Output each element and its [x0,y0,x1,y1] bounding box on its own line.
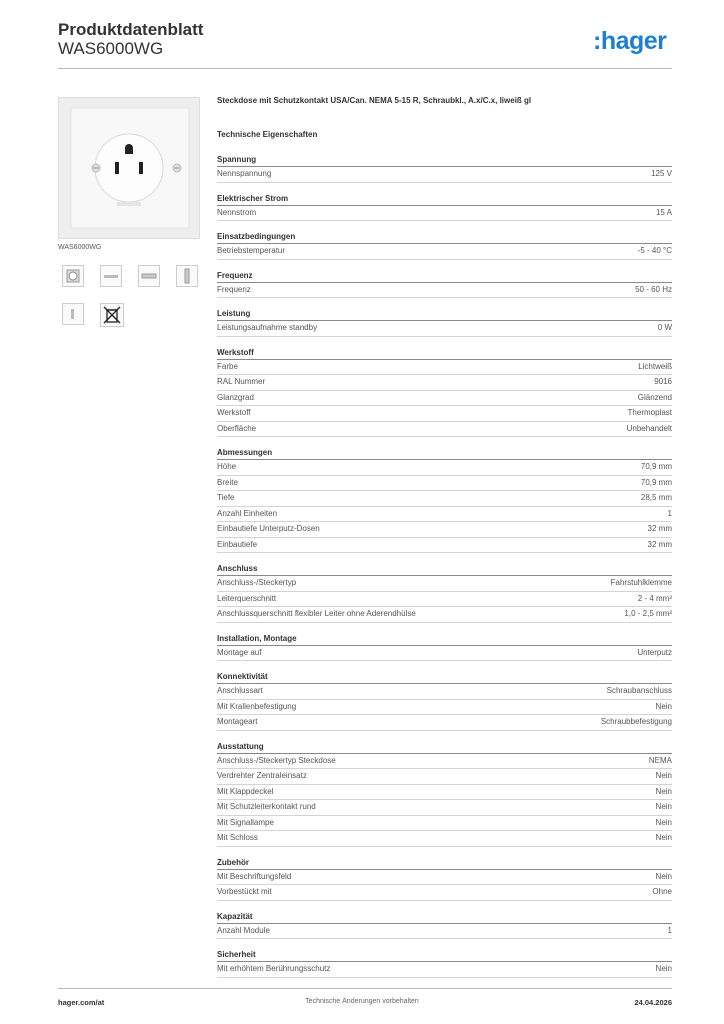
spec-section [217,347,672,438]
section-spacer [217,260,672,270]
spec-value: 70,9 mm [640,462,672,471]
footer-date: 24.04.2026 [634,998,672,1007]
spec-label: Anschluss-/Steckertyp Steckdose [217,755,336,765]
spec-row [217,816,672,832]
spec-value: 32 mm [647,539,672,549]
spec-value: Nein [655,802,672,811]
spec-label: Farbe [217,361,238,371]
spec-row [217,244,672,260]
spec-label: Betriebstemperatur [217,246,286,255]
spec-row [217,391,672,407]
section-spacer [217,553,672,563]
thumbnail-top-view[interactable] [138,265,160,287]
spec-value: 1 [667,925,672,935]
spec-value: -5 - 40 °C [637,246,672,255]
section-spacer [217,337,672,347]
section-spacer [217,939,672,949]
spec-value: 50 - 60 Hz [635,284,672,294]
spec-label: Mit Krallenbefestigung [217,701,297,711]
spec-value: 1,0 - 2,5 mm² [624,609,672,618]
spec-label: RAL Nummer [217,377,266,386]
section-spacer [217,731,672,741]
spec-section [217,741,672,847]
page-title: Produktdatenblatt [58,20,204,39]
spec-section [217,633,672,662]
spec-label: Oberfläche [217,423,257,433]
spec-row [217,206,672,222]
section-spacer [217,437,672,447]
spec-label: Montage auf [217,647,262,657]
spec-label: Glanzgrad [217,392,254,402]
product-description: Steckdose mit Schutzkontakt USA/Can. NEMA 5-15 R, Schraubkl., A.x/C.x, liweiß gl [217,96,532,105]
spec-section [217,154,672,183]
section-spacer [217,623,672,633]
spec-row [217,592,672,608]
spec-section-title: Sicherheit [217,949,672,962]
spec-value: Glänzend [637,392,672,402]
spec-label: Einbautiefe Unterputz-Dosen [217,524,320,533]
spec-section [217,949,672,978]
technical-properties-table [217,154,672,978]
section-spacer [217,901,672,911]
socket-illustration [59,98,199,238]
spec-section-title: Konnektivität [217,671,672,684]
footer-website-link[interactable]: hager.com/at [58,998,105,1007]
spec-label: Anzahl Module [217,925,270,935]
spec-section-title: Werkstoff [217,347,672,360]
spec-value: NEMA [648,755,672,765]
spec-value: Unterputz [637,647,672,657]
spec-value: 32 mm [647,524,672,533]
spec-section [217,857,672,901]
spec-row [217,646,672,662]
thumbnail-detail-view[interactable] [62,303,84,325]
spec-row [217,360,672,376]
spec-label: Mit Signallampe [217,817,274,827]
spec-label: Vorbestückt mit [217,887,272,896]
spec-value: Schraubanschluss [606,686,672,695]
section-spacer [217,661,672,671]
spec-label: Mit Schloss [217,833,258,842]
spec-value: Unbehandelt [626,423,672,433]
spec-value: 125 V [651,169,672,178]
product-code: WAS6000WG [58,39,164,58]
spec-row [217,507,672,523]
spec-row [217,924,672,940]
spec-row [217,870,672,886]
section-spacer [217,221,672,231]
spec-row [217,491,672,507]
spec-row [217,607,672,623]
spec-section-title: Frequenz [217,270,672,283]
spec-label: Mit Klappdeckel [217,786,274,796]
spec-row [217,576,672,592]
spec-section-title: Abmessungen [217,447,672,460]
spec-row [217,538,672,554]
spec-section [217,270,672,299]
spec-row [217,375,672,391]
spec-row [217,476,672,492]
spec-label: Anschluss-/Steckertyp [217,578,297,587]
spec-label: Verdrehter Zentraleinsatz [217,771,307,780]
spec-row [217,800,672,816]
thumbnail-front-view[interactable] [62,265,84,287]
thumbnail-profile-view[interactable] [176,265,198,287]
spec-section-title: Zubehör [217,857,672,870]
product-image-label: WAS6000WG [58,244,102,251]
spec-label: Mit Schutzleiterkontakt rund [217,802,316,811]
spec-row [217,422,672,438]
spec-value: Nein [655,964,672,973]
spec-section [217,911,672,940]
spec-row [217,684,672,700]
spec-value: 15 A [655,207,672,217]
spec-section-title: Spannung [217,154,672,167]
spec-section-title: Einsatzbedingungen [217,231,672,244]
spec-value: 0 W [657,323,672,332]
spec-label: Mit erhöhtem Berührungsschutz [217,964,331,973]
spec-label: Höhe [217,462,237,471]
spec-section-title: Anschluss [217,563,672,576]
spec-label: Anschlussart [217,686,263,695]
spec-row [217,167,672,183]
spec-row [217,754,672,770]
spec-value: Nein [655,817,672,827]
spec-label: Nennspannung [217,169,272,178]
spec-label: Werkstoff [217,408,251,417]
spec-section-title: Elektrischer Strom [217,193,672,206]
spec-value: Lichtweiß [638,361,672,371]
spec-label: Tiefe [217,493,235,502]
spec-label: Frequenz [217,284,251,294]
spec-row [217,885,672,901]
spec-section-title: Installation, Montage [217,633,672,646]
footer-divider [58,988,672,989]
product-image [58,97,200,239]
section-spacer [217,298,672,308]
spec-value: Nein [655,701,672,711]
section-spacer [217,847,672,857]
spec-section [217,563,672,623]
spec-value: Nein [655,786,672,796]
spec-label: Mit Beschriftungsfeld [217,871,292,881]
spec-label: Breite [217,477,238,487]
hager-logo[interactable]: :hager [593,27,667,55]
spec-row [217,460,672,476]
spec-label: Einbautiefe [217,539,258,549]
disposal-symbol-icon[interactable] [100,303,124,327]
spec-row [217,321,672,337]
footer-disclaimer: Technische Änderungen vorbehalten [305,998,419,1005]
spec-label: Montageart [217,717,258,726]
spec-row [217,785,672,801]
spec-label: Anschlussquerschnitt flexibler Leiter ohne Aderendhülse [217,609,416,618]
spec-value: Nein [655,871,672,881]
spec-value: 28,5 mm [640,493,672,502]
spec-row [217,406,672,422]
spec-value: Fahrstuhlklemme [610,578,672,587]
spec-section [217,671,672,731]
spec-section [217,447,672,553]
spec-value: 2 - 4 mm² [637,593,672,603]
spec-row [217,522,672,538]
spec-value: 1 [667,508,672,518]
spec-label: Nennstrom [217,207,257,217]
spec-label: Leiterquerschnitt [217,593,277,603]
spec-value: Nein [655,771,672,780]
spec-value: Schraubbefestigung [600,717,672,726]
spec-row [217,283,672,299]
spec-value: 70,9 mm [640,477,672,487]
section-spacer [217,183,672,193]
spec-row [217,700,672,716]
spec-section [217,308,672,337]
spec-value: Thermoplast [627,408,672,417]
spec-section-title: Kapazität [217,911,672,924]
spec-section-title: Ausstattung [217,741,672,754]
spec-row [217,715,672,731]
header-divider [58,68,672,69]
spec-value: Nein [655,833,672,842]
spec-section-title: Leistung [217,308,672,321]
spec-section [217,193,672,222]
spec-label: Anzahl Einheiten [217,508,278,518]
spec-row [217,962,672,978]
spec-value: 9016 [654,377,672,386]
spec-label: Leistungsaufnahme standby [217,323,318,332]
thumbnail-side-view[interactable] [100,265,122,287]
spec-row [217,769,672,785]
spec-section [217,231,672,260]
technical-properties-heading: Technische Eigenschaften [217,130,318,139]
spec-row [217,831,672,847]
spec-value: Ohne [652,887,672,896]
